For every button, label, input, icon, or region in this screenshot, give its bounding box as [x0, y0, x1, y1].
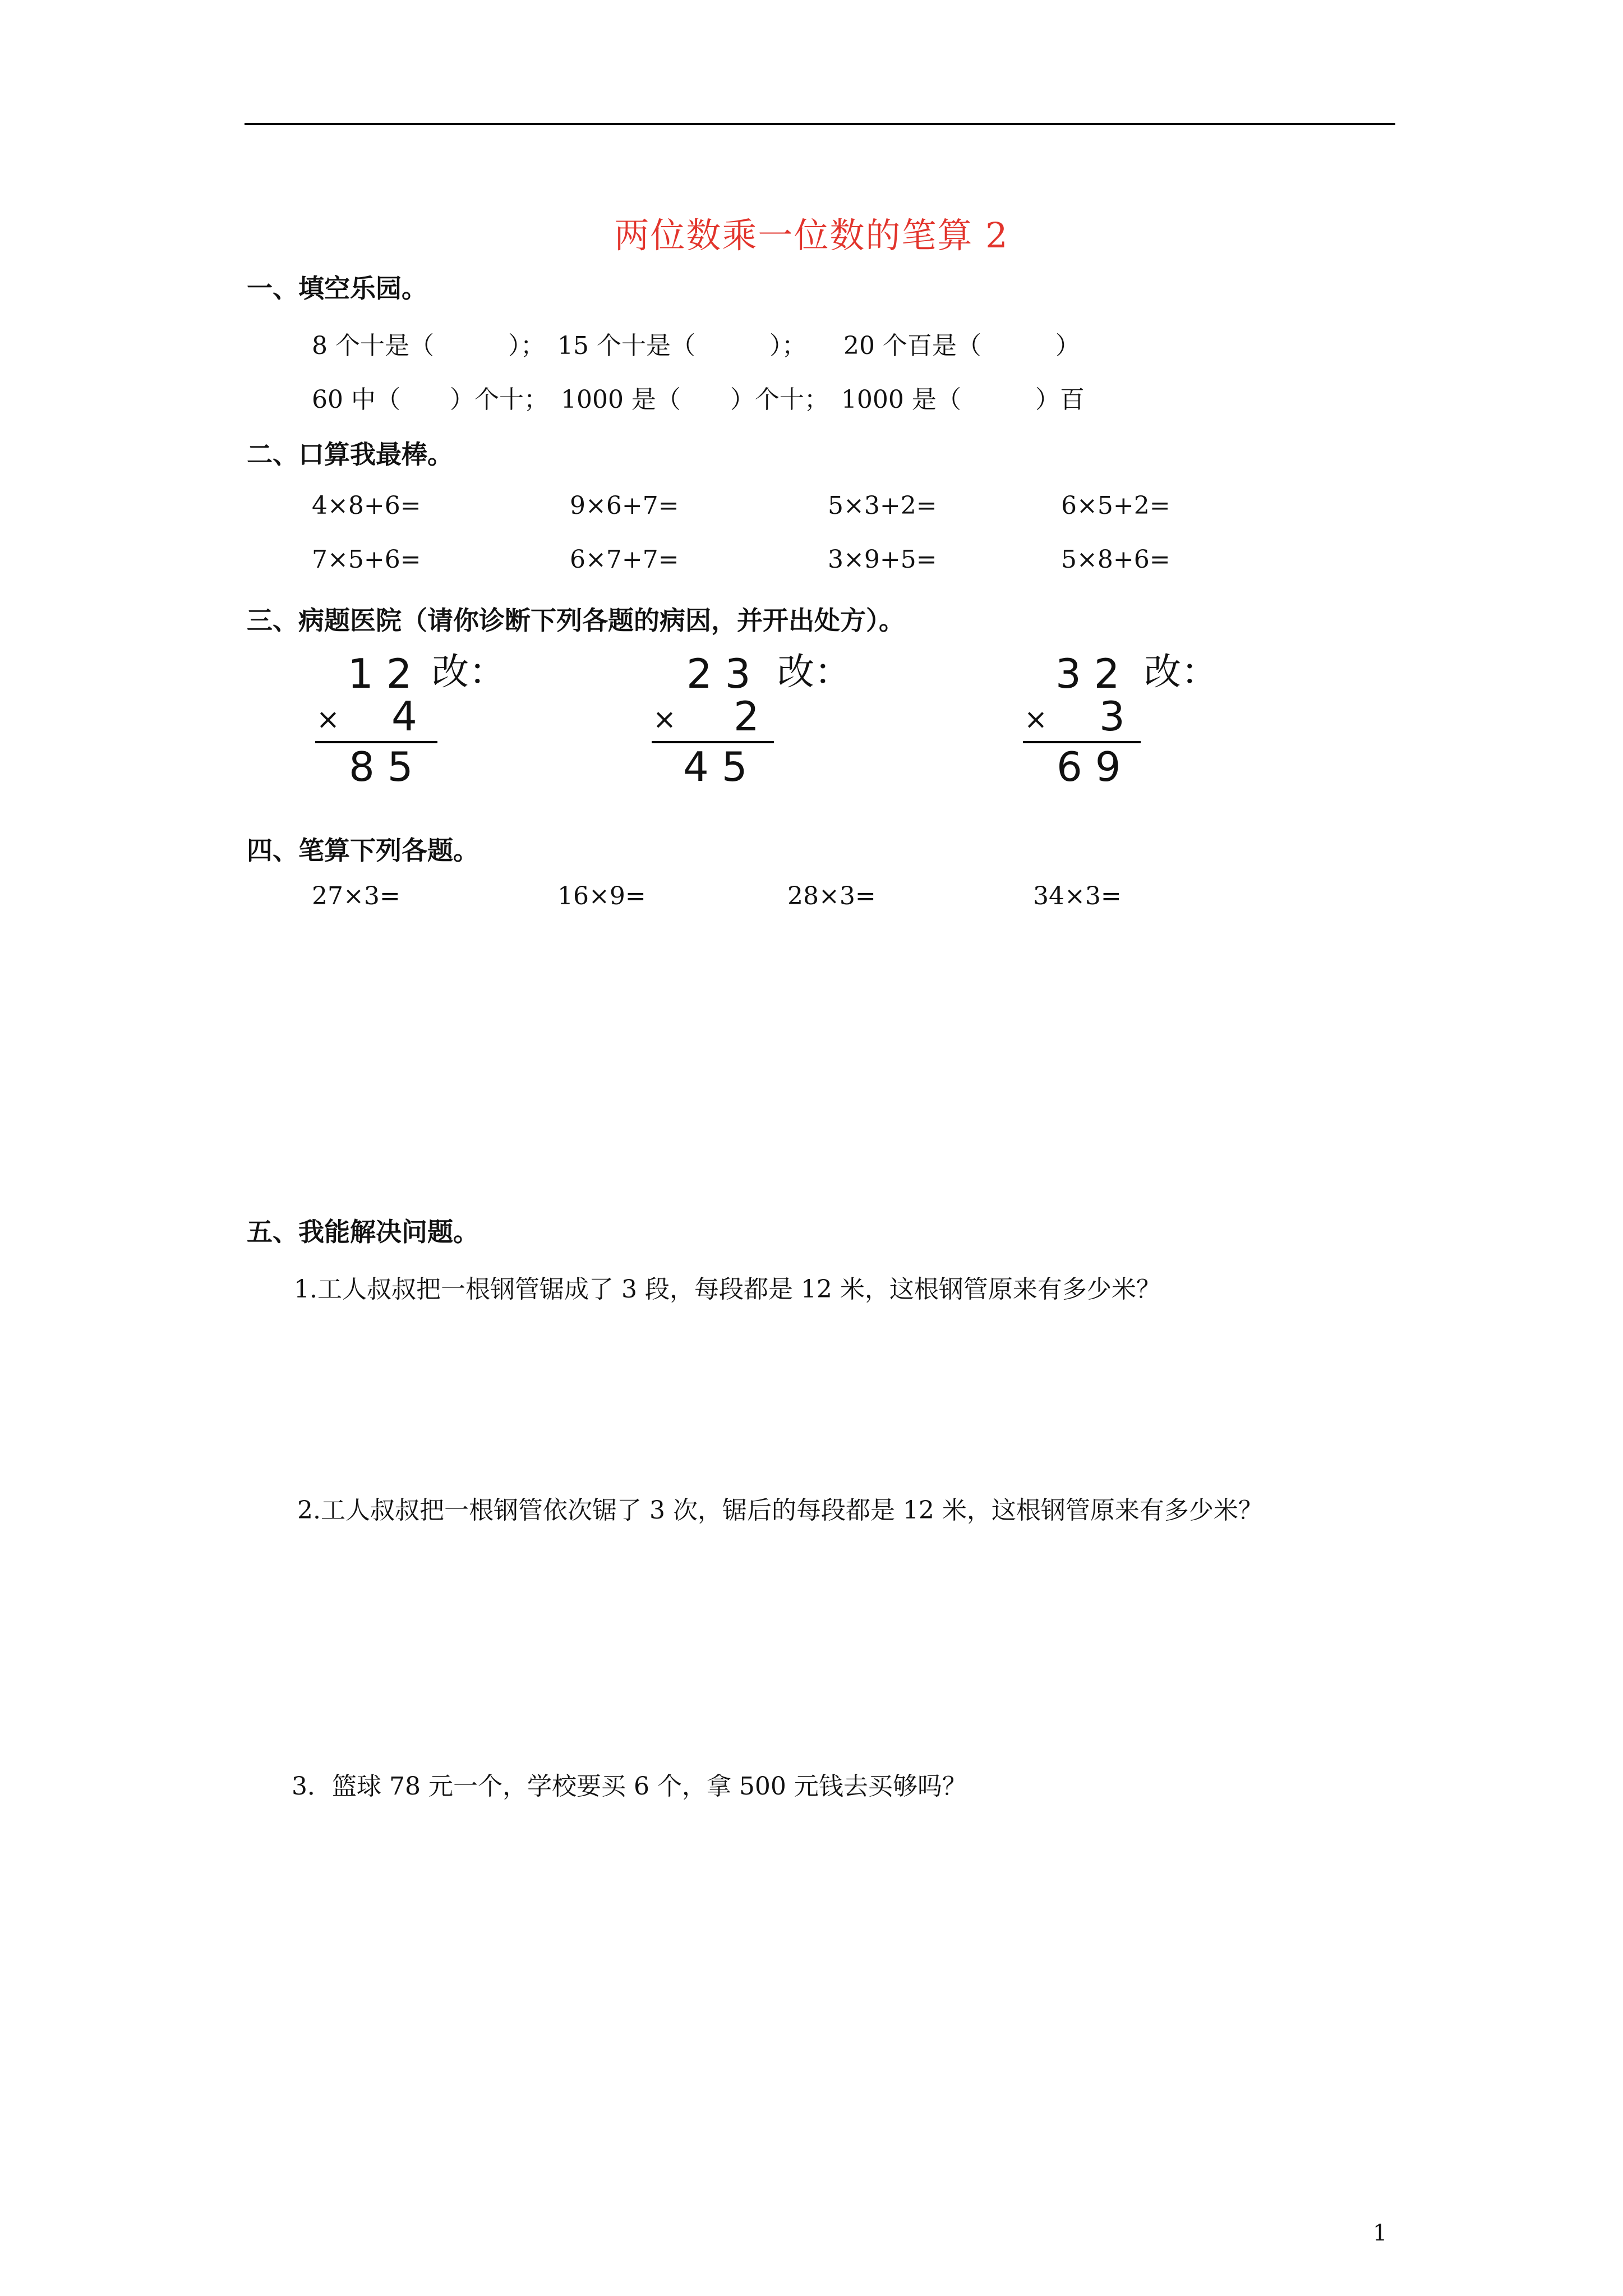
- section1-heading: 一、填空乐园。: [247, 273, 427, 303]
- multiply-sign: ×: [1024, 703, 1048, 735]
- section4-heading: 四、笔算下列各题。: [247, 835, 479, 866]
- multiplicand: 1 2: [348, 650, 412, 697]
- multiply-sign: ×: [653, 703, 676, 735]
- section2-heading: 二、口算我最棒。: [247, 439, 453, 470]
- written-calc-item: 27×3=: [312, 882, 400, 910]
- written-calc-item: 34×3=: [1033, 882, 1122, 910]
- multiplicand: 2 3: [686, 650, 751, 697]
- mental-math-item: 6×5+2=: [1061, 491, 1170, 520]
- written-calc-item: 28×3=: [787, 882, 876, 910]
- correction-label: 改：: [1144, 650, 1218, 693]
- fill-blank-line-2: 60 中（ ）个十； 1000 是（ ）个十； 1000 是（ ）百: [312, 385, 1085, 414]
- section5-heading: 五、我能解决问题。: [247, 1217, 479, 1247]
- mental-math-item: 5×8+6=: [1061, 545, 1170, 574]
- wrong-product: 8 5: [349, 743, 413, 790]
- word-problem-1: 1.工人叔叔把一根钢管锯成了 3 段，每段都是 12 米，这根钢管原来有多少米？: [294, 1275, 1161, 1304]
- multiplicand: 3 2: [1055, 650, 1120, 697]
- fill-blank-line-1: 8 个十是（ ）； 15 个十是（ ）； 20 个百是（ ）: [312, 332, 1080, 360]
- mental-math-item: 3×9+5=: [828, 545, 937, 574]
- mental-math-item: 9×6+7=: [570, 491, 679, 520]
- wrong-product: 4 5: [683, 743, 748, 790]
- wrong-calculation-2: [649, 650, 851, 790]
- mental-math-item: 5×3+2=: [828, 491, 937, 520]
- multiplier: 3: [1099, 693, 1125, 740]
- mental-math-item: 4×8+6=: [312, 491, 421, 520]
- page-number: 1: [1373, 2220, 1387, 2246]
- multiplier: 2: [734, 693, 759, 740]
- mental-math-item: 7×5+6=: [312, 545, 421, 574]
- page-title: 两位数乘一位数的笔算 2: [614, 215, 1009, 256]
- word-problem-3: 3．篮球 78 元一个，学校要买 6 个，拿 500 元钱去买够吗？: [292, 1772, 967, 1801]
- correction-label: 改：: [432, 650, 506, 693]
- multiply-sign: ×: [316, 703, 340, 735]
- written-calc-item: 16×9=: [557, 882, 646, 910]
- multiplier: 4: [391, 693, 417, 740]
- correction-label: 改：: [777, 650, 851, 693]
- word-problem-2: 2.工人叔叔把一根钢管依次锯了 3 次，锯后的每段都是 12 米，这根钢管原来有多少米？: [297, 1496, 1263, 1525]
- section3-heading: 三、病题医院（请你诊断下列各题的病因，并开出处方）。: [247, 605, 905, 636]
- wrong-calculation-3: [1021, 650, 1223, 790]
- top-rule: [245, 123, 1395, 125]
- mental-math-item: 6×7+7=: [570, 545, 679, 574]
- wrong-product: 6 9: [1057, 743, 1121, 790]
- wrong-calculation-1: [314, 650, 506, 790]
